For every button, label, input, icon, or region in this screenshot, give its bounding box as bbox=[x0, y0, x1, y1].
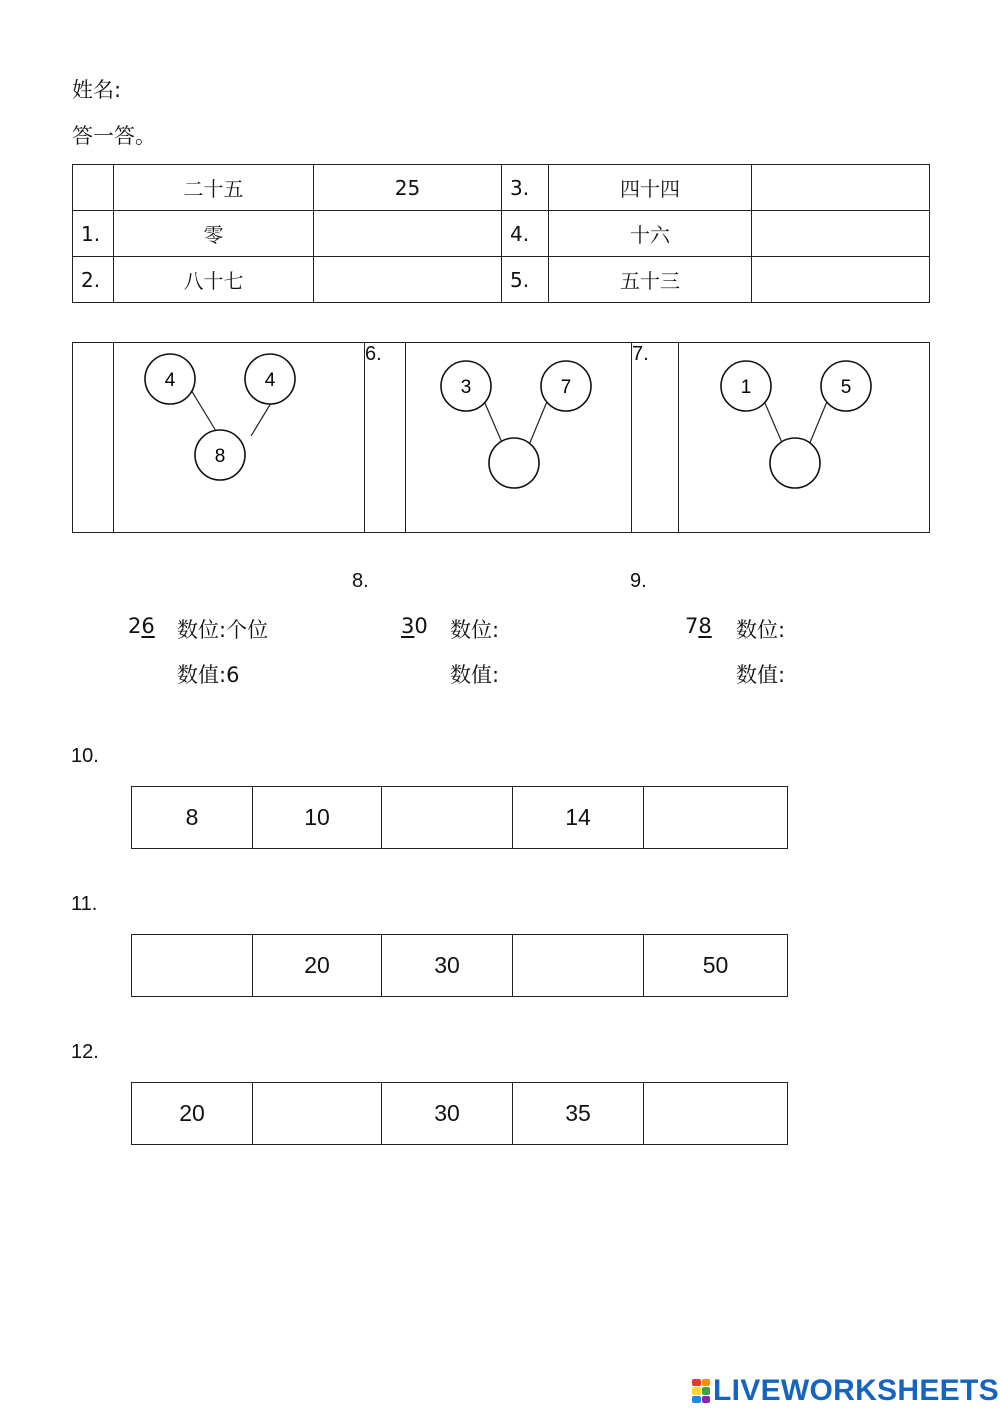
numeral-table bbox=[72, 164, 930, 303]
chinese-numeral: 五十三 bbox=[549, 257, 752, 303]
table-row bbox=[132, 1083, 788, 1145]
part-value: 5 bbox=[840, 377, 852, 398]
part-value: 7 bbox=[560, 377, 572, 398]
whole-answer-circle[interactable] bbox=[489, 438, 539, 488]
logo-block bbox=[702, 1396, 711, 1403]
sequence-answer-cell[interactable] bbox=[644, 1083, 788, 1145]
sequence-answer-cell[interactable] bbox=[513, 935, 644, 997]
row-number: 1. bbox=[73, 211, 114, 257]
sequence-cell: 35 bbox=[513, 1083, 644, 1145]
question-number: 12. bbox=[71, 1041, 99, 1063]
sequence-cell: 30 bbox=[382, 935, 513, 997]
sequence-answer-cell[interactable] bbox=[253, 1083, 382, 1145]
row-number bbox=[73, 165, 114, 211]
chinese-numeral: 十六 bbox=[549, 211, 752, 257]
chinese-numeral: 零 bbox=[114, 211, 314, 257]
logo-block bbox=[692, 1396, 701, 1403]
sequence-answer-cell[interactable] bbox=[644, 787, 788, 849]
answer-cell[interactable] bbox=[752, 165, 930, 211]
row-number: 2. bbox=[73, 257, 114, 303]
whole-value: 8 bbox=[214, 446, 226, 467]
answer-cell[interactable] bbox=[314, 257, 502, 303]
logo-text: LIVEWORKSHEETS bbox=[713, 1374, 999, 1407]
whole-answer-circle[interactable] bbox=[770, 438, 820, 488]
row-number: 5. bbox=[502, 257, 549, 303]
underlined-digit: 3 bbox=[401, 614, 415, 638]
liveworksheets-logo[interactable] bbox=[692, 1376, 999, 1406]
place-answer: 个位 bbox=[226, 618, 269, 642]
underlined-digit: 6 bbox=[141, 614, 155, 638]
number-bond bbox=[406, 343, 632, 533]
place-value-number: 26 bbox=[128, 614, 155, 638]
number-bond-diagram bbox=[406, 343, 632, 527]
chinese-numeral: 八十七 bbox=[114, 257, 314, 303]
chinese-numeral: 二十五 bbox=[114, 165, 314, 211]
logo-block bbox=[692, 1387, 701, 1394]
answer-cell[interactable] bbox=[314, 211, 502, 257]
part-value: 3 bbox=[460, 377, 472, 398]
question-number: 8. bbox=[352, 570, 369, 592]
part-value: 1 bbox=[740, 377, 752, 398]
value-label: 数值:6 bbox=[177, 663, 240, 687]
table-row bbox=[132, 787, 788, 849]
answer-cell[interactable] bbox=[752, 211, 930, 257]
sequence-cell: 10 bbox=[253, 787, 382, 849]
number-bond-table bbox=[72, 342, 930, 533]
chinese-numeral: 四十四 bbox=[549, 165, 752, 211]
part-value: 4 bbox=[164, 370, 176, 391]
logo-block bbox=[692, 1379, 701, 1386]
name-label: 姓名: bbox=[72, 78, 122, 102]
number-bond-diagram bbox=[679, 343, 930, 527]
question-number: 6. bbox=[365, 343, 406, 533]
logo-block bbox=[702, 1379, 711, 1386]
question-number: 7. bbox=[632, 343, 679, 533]
underlined-digit: 8 bbox=[698, 614, 712, 638]
number-bond bbox=[114, 343, 365, 533]
sequence-cell: 8 bbox=[132, 787, 253, 849]
sequence-table bbox=[131, 934, 788, 997]
place-value-number: 30 bbox=[401, 614, 428, 638]
table-row bbox=[73, 257, 930, 303]
place-label: 数位: bbox=[736, 618, 786, 642]
row-number: 4. bbox=[502, 211, 549, 257]
question-number bbox=[73, 343, 114, 533]
sequence-table bbox=[131, 1082, 788, 1145]
number-bond-diagram bbox=[114, 343, 365, 527]
logo-block bbox=[702, 1387, 711, 1394]
number-bond bbox=[679, 343, 930, 533]
sequence-cell: 50 bbox=[644, 935, 788, 997]
table-row bbox=[73, 165, 930, 211]
table-row bbox=[132, 935, 788, 997]
answer-cell[interactable]: 25 bbox=[314, 165, 502, 211]
sequence-table bbox=[131, 786, 788, 849]
sequence-cell: 20 bbox=[253, 935, 382, 997]
place-value-number: 78 bbox=[685, 614, 712, 638]
sequence-answer-cell[interactable] bbox=[132, 935, 253, 997]
row-number: 3. bbox=[502, 165, 549, 211]
place-label: 数位:个位 bbox=[177, 618, 269, 642]
value-answer: 6 bbox=[226, 663, 240, 687]
instruction: 答一答。 bbox=[72, 124, 156, 148]
question-number: 10. bbox=[71, 745, 99, 767]
sequence-cell: 30 bbox=[382, 1083, 513, 1145]
sequence-cell: 20 bbox=[132, 1083, 253, 1145]
sequence-answer-cell[interactable] bbox=[382, 787, 513, 849]
logo-icon bbox=[692, 1379, 710, 1403]
part-value: 4 bbox=[264, 370, 276, 391]
table-row bbox=[73, 211, 930, 257]
value-label: 数值: bbox=[450, 663, 500, 687]
question-number: 11. bbox=[71, 893, 98, 915]
table-row bbox=[73, 343, 930, 533]
sequence-cell: 14 bbox=[513, 787, 644, 849]
place-label: 数位: bbox=[450, 618, 500, 642]
answer-cell[interactable] bbox=[752, 257, 930, 303]
value-label: 数值: bbox=[736, 663, 786, 687]
question-number: 9. bbox=[630, 570, 647, 592]
